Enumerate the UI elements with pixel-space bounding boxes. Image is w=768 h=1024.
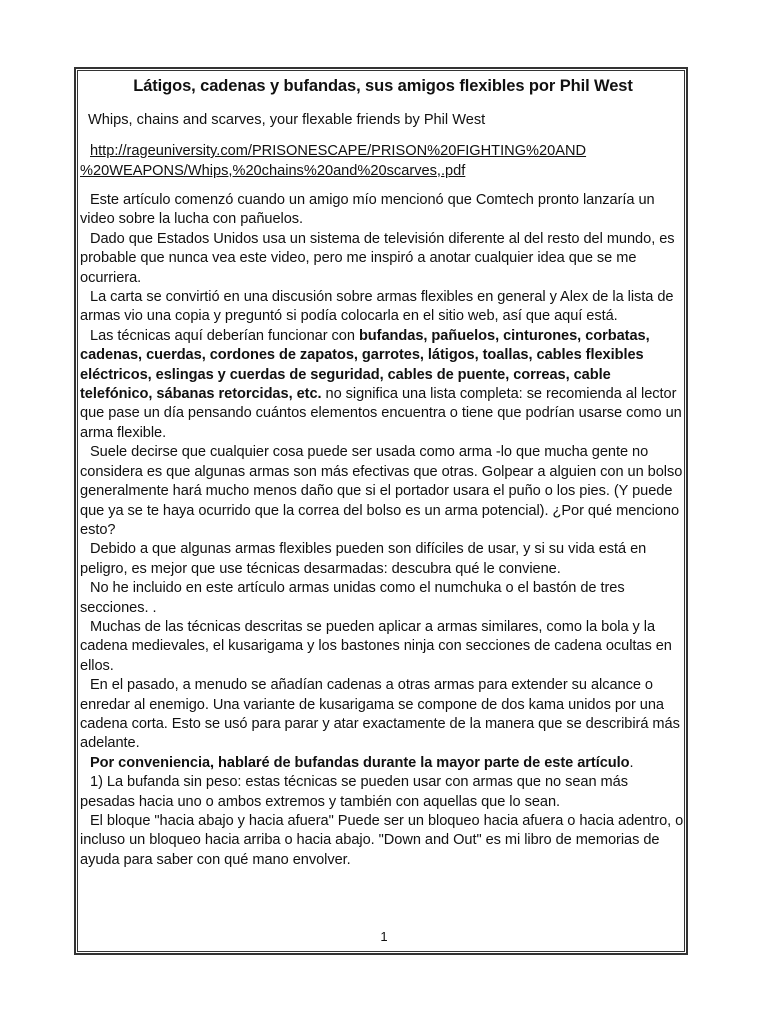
convenience-bold: Por conveniencia, hablaré de bufandas durante la mayor parte de este artículo bbox=[90, 754, 630, 771]
paragraph: Muchas de las técnicas descritas se pueden aplicar a armas similares, como la bola y la cadena medievales, el kusarigama y los bastones ninja con secciones de cadena ocultas en ellos. bbox=[80, 618, 672, 674]
weapon-list-bold: bufandas, pañuelos, cinturones, corbatas, cadenas, cuerdas, cordones de zapatos, garrotes, látigos, toallas, cables flexibles eléctricos, eslingas y cuerdas de seguridad, cables de puente, correas, cable telefónico, sábanas retorcidas, etc. bbox=[80, 327, 650, 403]
paragraph-weapon-list bbox=[80, 327, 686, 443]
paragraph: Debido a que algunas armas flexibles pueden son difíciles de usar, y si su vida está en peligro, es mejor que use técnicas desarmadas: descubra qué le conviene. bbox=[80, 541, 647, 577]
paragraph-convenience bbox=[80, 754, 686, 773]
article-body bbox=[80, 191, 686, 870]
paragraph: En el pasado, a menudo se añadían cadenas a otras armas para extender su alcance o enredar al enemigo. Una variante de kusarigama se compone de dos kama unidos por una cadena corta. Esto se usó para parar y atar exactamente de la manera que se describirá más adelante. bbox=[80, 677, 680, 752]
paragraph: Suele decirse que cualquier cosa puede ser usada como arma -lo que mucha gente no considera es que algunas armas son más efectivas que otras. Golpear a alguien con un bolso generalmente hará mucho menos daño que si el portador usara el puño o los pies. (Y puede que ya se te haya ocurrido que la correa del bolso es un arma potencial). ¿Por qué menciono esto? bbox=[80, 444, 683, 538]
source-link-block bbox=[80, 142, 686, 181]
paragraph: La carta se convirtió en una discusión sobre armas flexibles en general y Alex de la lista de armas vio una copia y preguntó si podía colocarla en el sitio web, así que aquí está. bbox=[80, 289, 674, 325]
paragraph-text: no significa una lista completa: se recomienda al lector que pase un día pensando cuántos elementos encuentra o tiene que podrían usarse como un arma flexible. bbox=[80, 386, 682, 441]
paragraph: Dado que Estados Unidos usa un sistema de televisión diferente al del resto del mundo, es probable que nunca vea este video, pero me inspiró a anotar cualquier idea que se me ocurriera. bbox=[80, 230, 675, 286]
paragraph: No he incluido en este artículo armas unidas como el numchuka o el bastón de tres secciones. . bbox=[80, 580, 625, 616]
source-url-line2[interactable]: %20WEAPONS/Whips,%20chains%20and%20scarves,.pdf bbox=[80, 162, 466, 179]
paragraph: Este artículo comenzó cuando un amigo mío mencionó que Comtech pronto lanzaría un video sobre la lucha con pañuelos. bbox=[80, 192, 655, 228]
document-content bbox=[80, 72, 686, 870]
source-url-line1[interactable]: http://rageuniversity.com/PRISONESCAPE/PRISON%20FIGHTING%20AND bbox=[90, 143, 587, 159]
page-number: 1 bbox=[380, 929, 388, 944]
document-title: Látigos, cadenas y bufandas, sus amigos flexibles por Phil West bbox=[133, 77, 633, 95]
paragraph-text: . bbox=[629, 754, 634, 771]
paragraph: 1) La bufanda sin peso: estas técnicas se pueden usar con armas que no sean más pesadas hacia uno o ambos extremos y también con aquellas que lo sean. bbox=[80, 774, 628, 810]
paragraph: El bloque "hacia abajo y hacia afuera" Puede ser un bloqueo hacia afuera o hacia adentro, o incluso un bloqueo hacia arriba o hacia abajo. "Down and Out" es mi libro de memorias de ayuda para saber con qué mano envolver. bbox=[80, 813, 684, 868]
paragraph-text: Las técnicas aquí deberían funcionar con bbox=[90, 327, 359, 344]
english-subtitle: Whips, chains and scarves, your flexable friends by Phil West bbox=[88, 112, 486, 128]
